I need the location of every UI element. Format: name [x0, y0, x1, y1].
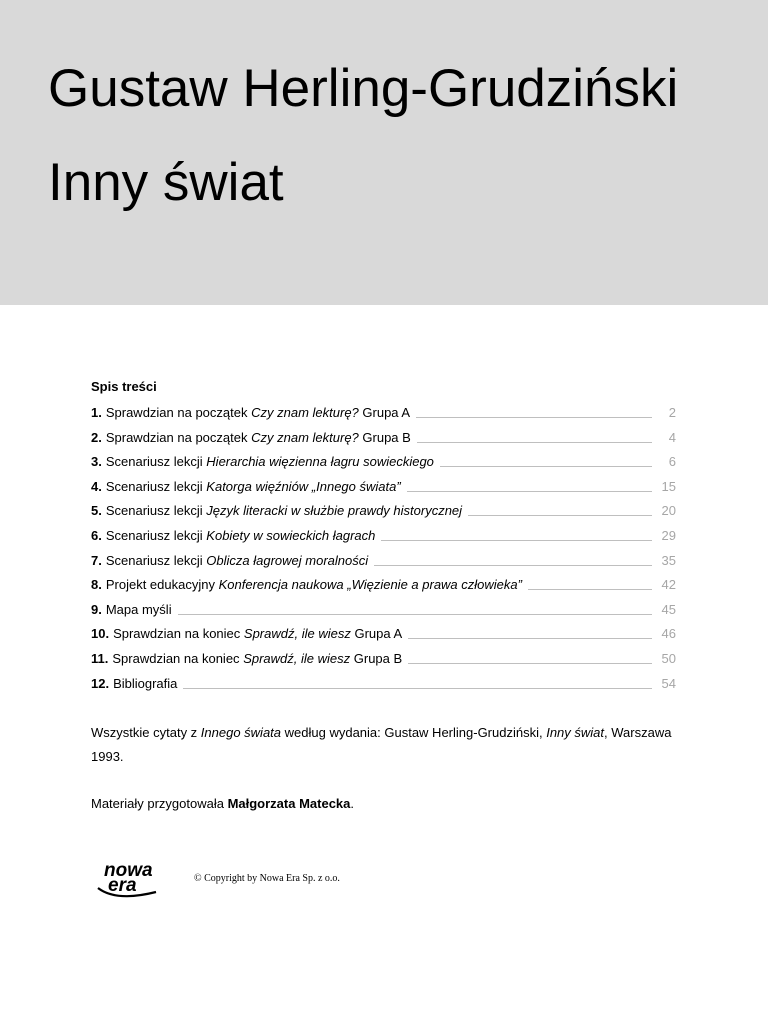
toc-item — [91, 403, 676, 428]
credits-line — [91, 795, 354, 813]
toc-item-label: Sprawdzian na początek — [105, 429, 248, 445]
toc-leader-line — [178, 601, 652, 615]
toc-item-label: Sprawdzian na początek — [105, 405, 248, 420]
book-author: Gustaw Herling-Grudziński — [48, 59, 679, 118]
citation-note-italic: Innego świata — [200, 725, 282, 740]
toc-item-number: 2. — [91, 429, 102, 445]
toc-page-number: 4 — [668, 429, 676, 445]
credits-prefix: Materiały przygotowała — [91, 796, 228, 811]
credits-author: Małgorzata Matecka — [227, 796, 351, 811]
toc-page-number: 42 — [661, 577, 676, 593]
credits-suffix: . — [350, 796, 355, 811]
toc-item-number: 9. — [91, 601, 102, 617]
toc-leader-line — [407, 478, 652, 492]
toc-item-italic: Konferencja naukowa „Więzienie a prawa człowieka” — [218, 577, 522, 593]
toc-page-number: 46 — [661, 626, 676, 642]
toc-item — [91, 477, 676, 502]
toc-page-number: 6 — [668, 454, 676, 470]
toc-item-number: 12. — [91, 675, 110, 691]
toc-item-number: 5. — [91, 503, 102, 519]
toc-item-number: 6. — [91, 527, 102, 543]
toc-page-number: 35 — [661, 552, 676, 568]
toc-page-number: 29 — [661, 527, 676, 543]
toc-item-suffix: Grupa B — [353, 650, 403, 666]
toc-heading: Spis treści — [91, 379, 157, 394]
toc-item-number: 11. — [91, 650, 109, 666]
toc-item-label: Scenariusz lekcji — [105, 454, 203, 470]
toc-item — [91, 600, 676, 625]
toc-item-italic: Katorga więźniów „Innego świata” — [206, 478, 401, 494]
toc-item-number: 4. — [91, 478, 102, 494]
citation-note-italic: Inny świat — [546, 725, 605, 740]
toc-item — [91, 501, 676, 526]
cover-header — [0, 0, 768, 305]
toc-item — [91, 551, 676, 576]
toc-page-number: 54 — [661, 675, 676, 691]
toc-item-label: Bibliografia — [113, 675, 178, 691]
toc-item-number: 8. — [91, 577, 102, 593]
toc-item-label: Projekt edukacyjny — [105, 577, 215, 593]
copyright-notice: © Copyright by Nowa Era Sp. z o.o. — [194, 873, 340, 884]
toc-page-number: 2 — [668, 405, 676, 420]
toc-item-label: Scenariusz lekcji — [105, 552, 203, 568]
toc-item-italic: Sprawdź, ile wiesz — [243, 650, 351, 666]
toc-leader-line — [183, 675, 652, 689]
toc-item-number: 7. — [91, 552, 102, 568]
toc-item-italic: Hierarchia więzienna łagru sowieckiego — [206, 454, 434, 470]
toc-item — [91, 674, 676, 699]
citation-note — [91, 721, 681, 769]
toc-item-number: 1. — [91, 405, 102, 420]
toc-leader-line — [408, 650, 652, 664]
toc-item-number: 3. — [91, 454, 102, 470]
toc-item — [91, 452, 676, 477]
toc-item-label: Sprawdzian na koniec — [113, 626, 241, 642]
toc-leader-line — [468, 502, 652, 516]
toc-item-number: 10. — [91, 626, 110, 642]
toc-item-italic: Sprawdź, ile wiesz — [243, 626, 351, 642]
toc-leader-line — [374, 552, 652, 566]
toc-page-number: 15 — [661, 478, 676, 494]
citation-note-text: Wszystkie cytaty z — [91, 725, 201, 740]
logo-line1: nowa — [104, 860, 153, 881]
toc-page-number: 20 — [661, 503, 676, 519]
book-title: Inny świat — [48, 153, 284, 212]
toc-item — [91, 526, 676, 551]
toc-leader-line — [417, 429, 652, 443]
toc-item-italic: Czy znam lekturę? — [251, 429, 359, 445]
toc-item-italic: Oblicza łagrowej moralności — [206, 552, 369, 568]
toc-item-italic: Język literacki w służbie prawdy historycznej — [206, 503, 463, 519]
toc-item-italic: Kobiety w sowieckich łagrach — [206, 527, 376, 543]
toc-item — [91, 649, 676, 674]
toc-item — [91, 575, 676, 600]
toc-leader-line — [381, 527, 652, 541]
toc-item-suffix: Grupa A — [354, 626, 403, 642]
toc-item-label: Scenariusz lekcji — [105, 527, 203, 543]
toc-item-label: Scenariusz lekcji — [105, 503, 203, 519]
toc-item-suffix: Grupa A — [362, 405, 411, 420]
toc-item-suffix: Grupa B — [362, 429, 411, 445]
toc-leader-line — [440, 453, 652, 467]
citation-note-text: , Warszawa 1993. — [91, 725, 672, 764]
toc-leader-line — [408, 625, 652, 639]
logo-line2: era — [108, 875, 137, 896]
toc-item-label: Mapa myśli — [105, 601, 172, 617]
toc-item — [91, 624, 676, 649]
toc-item-italic: Czy znam lekturę? — [251, 405, 359, 420]
table-of-contents — [91, 403, 676, 698]
toc-item-label: Scenariusz lekcji — [105, 478, 203, 494]
nowa-era-logo — [96, 858, 162, 902]
toc-page-number: 45 — [661, 601, 676, 617]
toc-page-number: 50 — [661, 650, 676, 666]
toc-leader-line — [528, 576, 652, 590]
toc-item-label: Sprawdzian na koniec — [112, 650, 240, 666]
citation-note-text: według wydania: Gustaw Herling-Grudziński, — [281, 725, 547, 740]
toc-item — [91, 428, 676, 453]
toc-leader-line — [416, 404, 652, 418]
